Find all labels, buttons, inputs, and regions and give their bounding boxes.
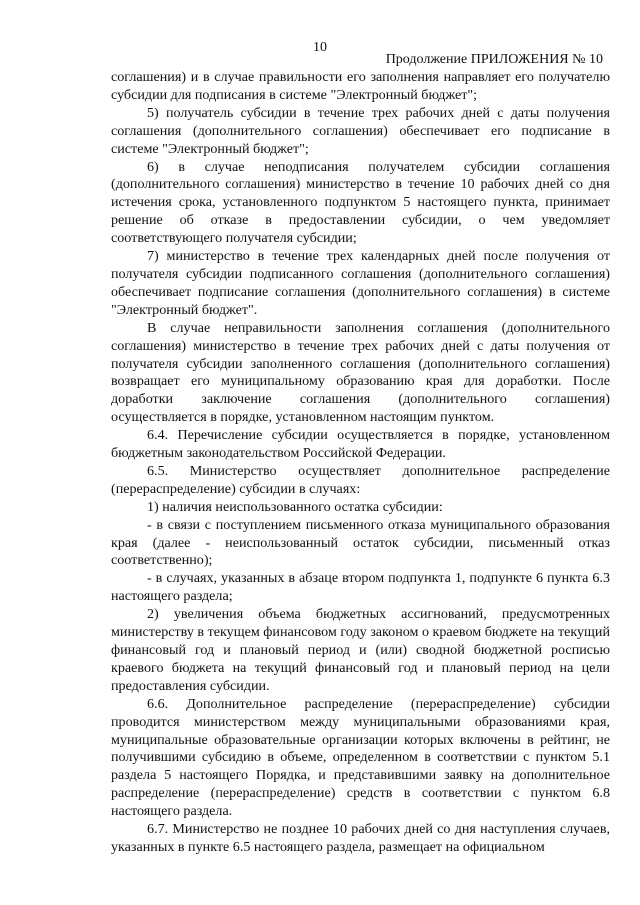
page-number: 10 xyxy=(313,40,327,55)
paragraph-6-4: 6.4. Перечисление субсидии осуществляется в порядке, установленном бюджетным законодательством Российской Федерации. xyxy=(111,427,610,462)
paragraph-6-5-item-1: 1) наличия неиспользованного остатка субсидии: xyxy=(147,498,443,515)
paragraph-6-5-dash-1: - в связи с поступлением письменного отказа муниципального образования края (далее - неиспользованный остаток субсидии, письменный отказ соответственно); xyxy=(111,516,610,569)
paragraph-item-6: 6) в случае неподписания получателем субсидии соглашения (дополнительного соглашения) министерство в течение 10 рабочих дней со дня истечения срока, установленного подпунктом 5 настоящего пункта, принимает решение об отказе в предоставлении субсидии, о чем уведомляет соответствующего получателя субсидии; xyxy=(111,158,610,247)
paragraph-6-5-item-2: 2) увеличения объема бюджетных ассигнований, предусмотренных министерству в текущем финансовом году законом о краевом бюджете на текущий финансовый год и плановый период и (или) сводной бюджетной росписью краевого бюджета на текущий финансовый год и плановый период на цели предоставления субсидии. xyxy=(111,606,610,694)
paragraph-continuation: соглашения) и в случае правильности его заполнения направляет его получателю субсидии для подписания в системе "Электронный бюджет"; xyxy=(111,69,610,103)
paragraph-6-7: 6.7. Министерство не позднее 10 рабочих дней со дня наступления случаев, указанных в пункте 6.5 настоящего раздела, размещает на официальном xyxy=(111,821,610,855)
paragraph-item-5: 5) получатель субсидии в течение трех рабочих дней с даты получения соглашения (дополнительного соглашения) обеспечивает его подписание в системе "Электронный бюджет"; xyxy=(111,104,610,157)
paragraph-incorrect-filling: В случае неправильности заполнения соглашения (дополнительного соглашения) министерство в течение трех рабочих дней с даты получения от получателя субсидии заполненного соглашения (дополнительного соглашения) возвращает его муниципальному образованию края для доработки. После доработки заключение соглашения (дополнительного соглашения) осуществляется в порядке, установленном настоящим пунктом. xyxy=(111,319,610,426)
appendix-label: Продолжение ПРИЛОЖЕНИЯ № 10 xyxy=(385,52,603,67)
paragraph-6-5: 6.5. Министерство осуществляет дополнительное распределение (перераспределение) субсидии в случаях: xyxy=(111,462,610,497)
paragraph-6-6: 6.6. Дополнительное распределение (перераспределение) субсидии проводится министерством между муниципальными образованиями края, муниципальные образовательные организации которых включены в рейтинг, не получившими субсидию в объеме, определенном в соответствии с пунктом 5.1 раздела 5 настоящего Порядка, и представившими заявку на дополнительное распределение (перераспределение) средств в соответствии с пунктом 6.8 настоящего раздела. xyxy=(111,695,610,820)
document-body xyxy=(111,69,610,857)
paragraph-6-5-dash-2: - в случаях, указанных в абзаце втором подпункта 1, подпункте 6 пункта 6.3 настоящего раздела; xyxy=(111,570,610,605)
paragraph-item-7: 7) министерство в течение трех календарных дней после получения от получателя субсидии подписанного соглашения (дополнительного соглашения) обеспечивает подписание соглашения (дополнительного соглашения) в системе "Электронный бюджет". xyxy=(111,248,610,318)
